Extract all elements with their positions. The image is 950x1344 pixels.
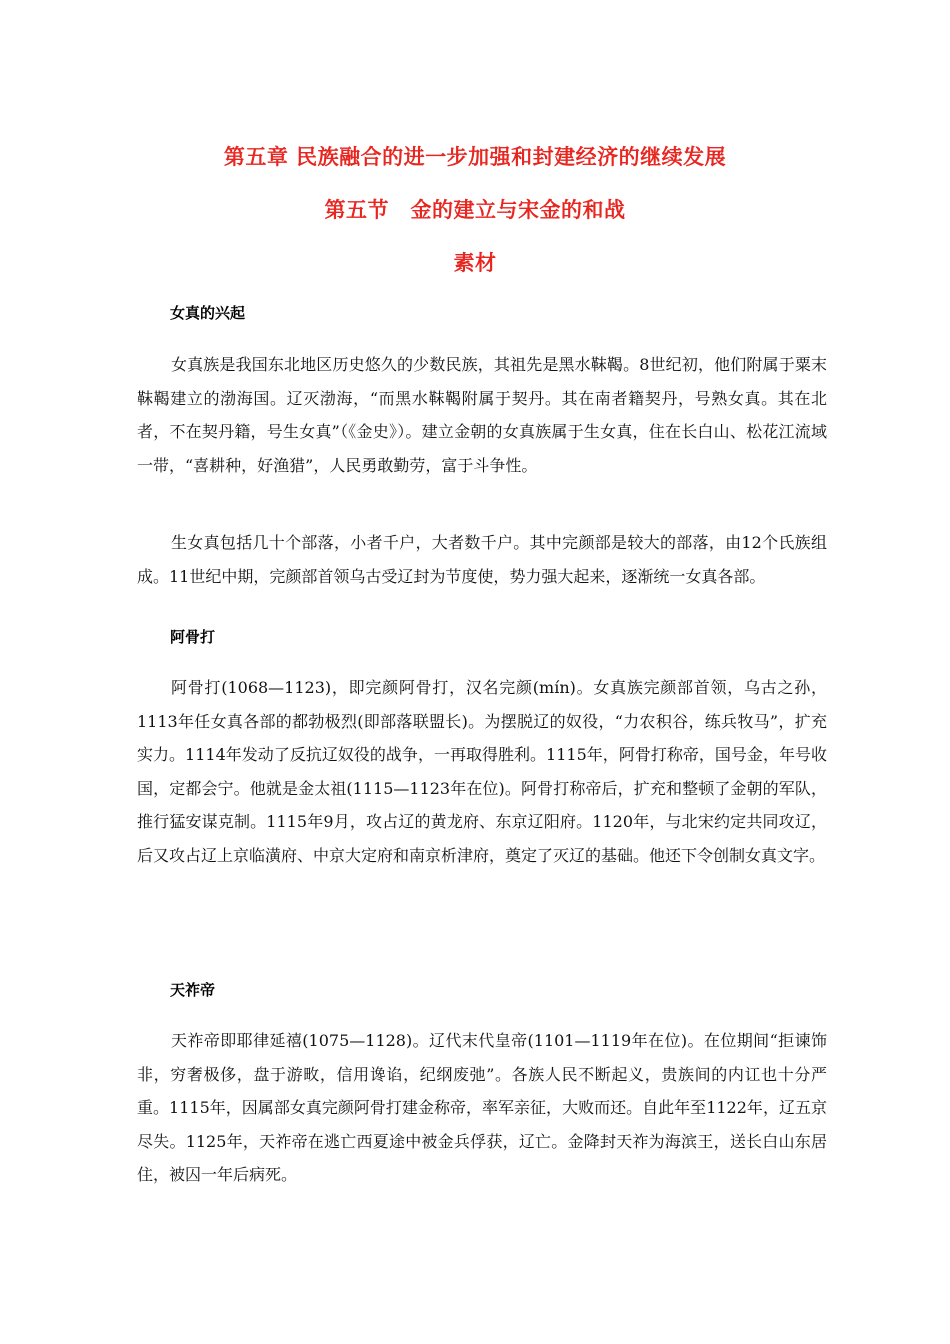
paragraph: 生女真包括几十个部落，小者千户，大者数千户。其中完颜部是较大的部落，由12个氏族组成。11世纪中期，完颜部首领乌古受辽封为节度使，势力强大起来，逐渐统一女真各部。: [137, 533, 827, 586]
material-title: 素材: [453, 251, 497, 275]
paragraph: 女真族是我国东北地区历史悠久的少数民族，其祖先是黑水靺鞨。8世纪初，他们附属于粟末靺鞨建立的渤海国。辽灭渤海，“而黑水靺鞨附属于契丹。其在南者籍契丹，号熟女真。其在北者，不在契丹籍，号生女真”（《金史》）。建立金朝的女真族属于生女真，住在长白山、松花江流域一带，“喜耕种，好渔猎”，人民勇敢勤劳，富于斗争性。: [137, 355, 827, 475]
section-heading-tianzuodi: 天祚帝: [170, 981, 216, 999]
chapter-title: 第五章 民族融合的进一步加强和封建经济的继续发展: [223, 145, 727, 169]
paragraph: 阿骨打(1068—1123)，即完颜阿骨打，汉名完颜(mín)。女真族完颜部首领，乌古之孙，1113年任女真各部的都勃极烈(即部落联盟长)。为摆脱辽的奴役，“力农积谷，练兵牧马”，扩充实力。1114年发动了反抗辽奴役的战争，一再取得胜利。1115年，阿骨打称帝，国号金，年号收国，定都会宁。他就是金太祖(1115—1123年在位)。阿骨打称帝后，扩充和整顿了金朝的军队，推行猛安谋克制。1115年9月，攻占辽的黄龙府、东京辽阳府。1120年，与北宋约定共同攻辽，后又攻占辽上京临潢府、中京大定府和南京析津府，奠定了灭辽的基础。他还下令创制女真文字。: [137, 678, 827, 865]
section-title: 第五节 金的建立与宋金的和战: [324, 198, 626, 222]
section-heading-nuzhen: 女真的兴起: [170, 304, 246, 322]
paragraph: 天祚帝即耶律延禧(1075—1128)。辽代末代皇帝(1101—1119年在位)。在位期间“拒谏饰非，穷奢极侈，盘于游畋，信用谗谄，纪纲废弛”。各族人民不断起义，贵族间的内讧也十分严重。1115年，因属部女真完颜阿骨打建金称帝，率军亲征，大败而还。自此年至1122年，辽五京尽失。1125年，天祚帝在逃亡西夏途中被金兵俘获，辽亡。金降封天祚为海滨王，送长白山东居住，被囚一年后病死。: [137, 1031, 827, 1184]
section-heading-aguda: 阿骨打: [170, 628, 216, 646]
